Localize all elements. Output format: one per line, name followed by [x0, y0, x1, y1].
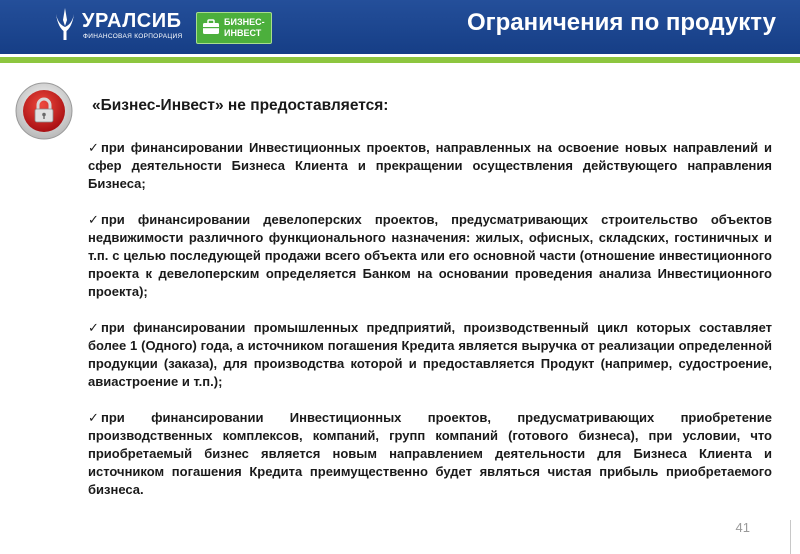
briefcase-icon: [202, 19, 220, 35]
list-item: ✓ при финансировании девелоперских проектов, предусматривающих строительство объектов недвижимости различного функционального назначения: жилых, офисных, складских, гостиничных и т.п. с целью последующей продажи всего объекта или его основной части (отношение инвестиционного проекта к девелоперским определяется Банком на основании проведения анализа Инвестиционного проекта);: [88, 212, 772, 299]
checkmark-icon: ✓: [88, 320, 99, 335]
logo-subtitle: ФИНАНСОВАЯ КОРПОРАЦИЯ: [83, 33, 183, 40]
section-heading: «Бизнес-Инвест» не предоставляется:: [92, 97, 389, 114]
list-item: ✓ при финансировании Инвестиционных проектов, предусматривающих приобретение производственных комплексов, компаний, групп компаний (готового бизнеса), при условии, что приобретаемый бизнес является новым направлением деятельности для Бизнеса Клиента и источником погашения Кредита преимущественно будет являться чистая прибыль приобретаемого бизнеса.: [88, 410, 772, 497]
header-bar: [0, 0, 800, 54]
page-number: 41: [735, 520, 750, 535]
company-logo: [52, 6, 192, 46]
list-item: ✓ при финансировании Инвестиционных проектов, направленных на освоение новых направлений и сфер деятельности Бизнеса Клиента и прекращении осуществления действующего направления Бизнеса;: [88, 140, 772, 191]
product-badge-label: БИЗНЕС- ИНВЕСТ: [224, 17, 265, 38]
logo-name: УРАЛСИБ: [82, 10, 182, 32]
lock-icon: [15, 82, 73, 140]
accent-stripe: [0, 57, 800, 63]
product-badge: [196, 12, 272, 44]
footer-divider: [790, 520, 791, 554]
list-item: ✓ при финансировании промышленных предприятий, производственный цикл которых составляет более 1 (Одного) года, а источником погашения Кредита является выручка от реализации определенной продукции (заказа), для производства которой и предоставляется Продукт (например, судостроение, авиастроение и т.п.);: [88, 320, 772, 389]
checkmark-icon: ✓: [88, 212, 99, 227]
restrictions-list: [88, 139, 772, 517]
checkmark-icon: ✓: [88, 140, 99, 155]
checkmark-icon: ✓: [88, 410, 99, 425]
page-title: Ограничения по продукту: [466, 9, 776, 36]
uralsib-logo-icon: [52, 6, 78, 42]
